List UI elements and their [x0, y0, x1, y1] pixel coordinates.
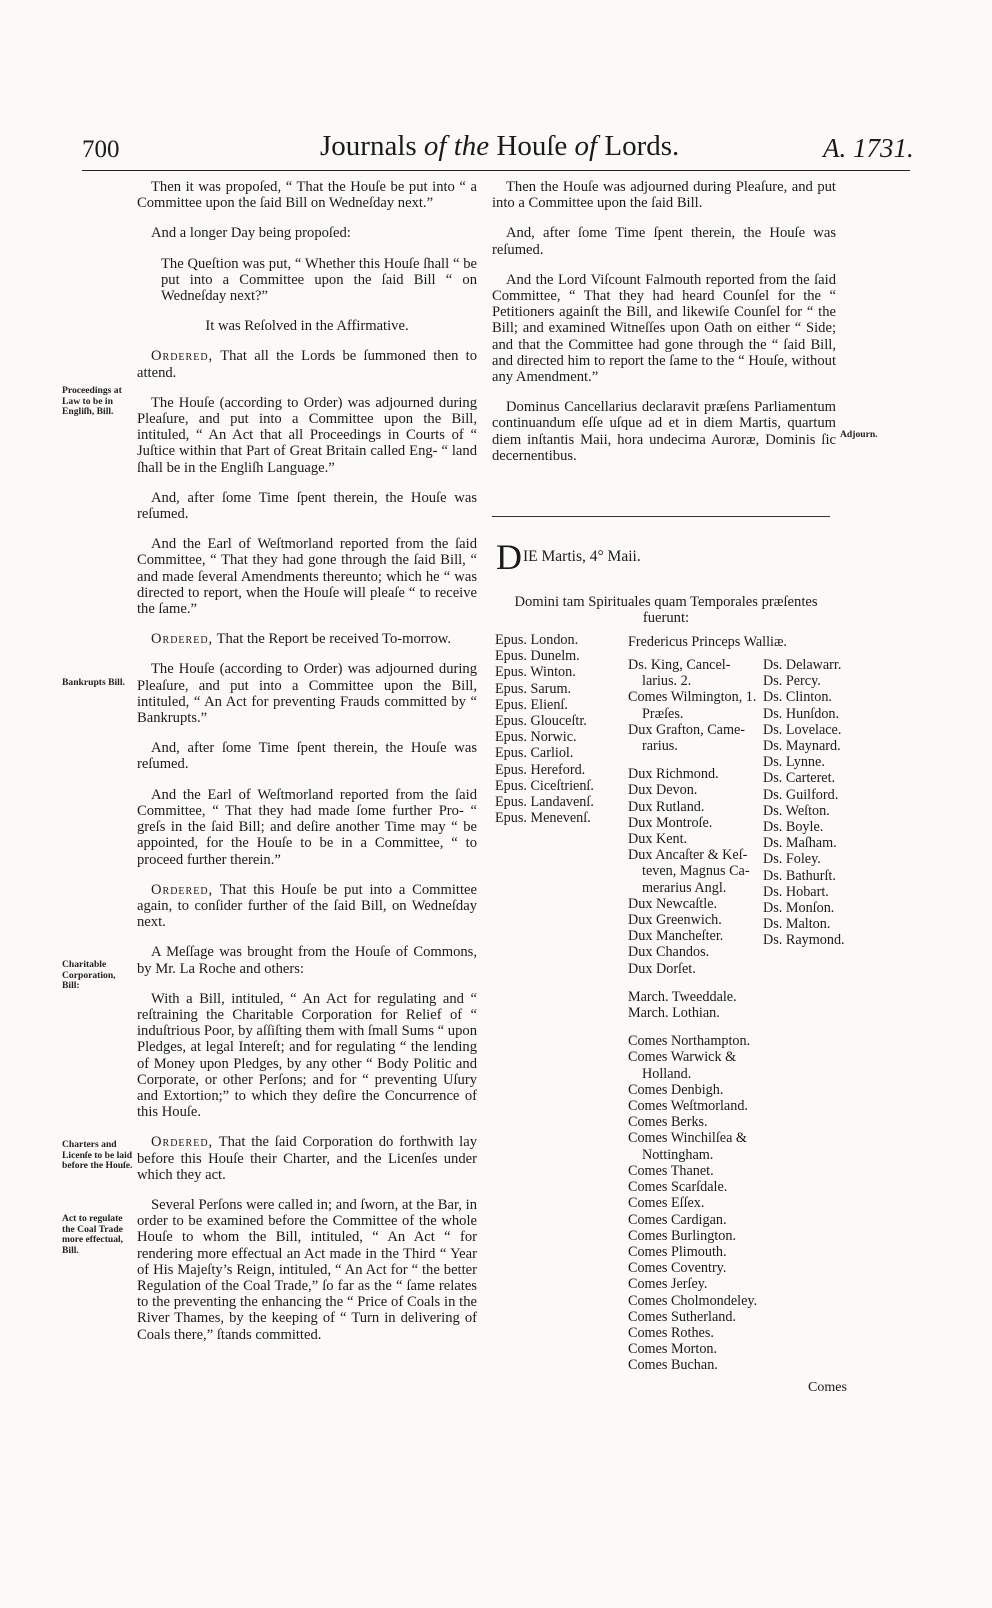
list-item: Ds. Lynne. [763, 754, 825, 771]
list-item: Præſes. [642, 705, 684, 722]
day-heading: DIE Martis, 4° Maii. [496, 537, 641, 577]
list-item: Ds. King, Cancel- [628, 657, 731, 673]
list-item: Epus. Glouceſtr. [495, 713, 587, 730]
list-item: Ds. Lovelace. [763, 721, 842, 738]
list-item: Dux Rutland. [628, 798, 705, 815]
page-title: Journals of the Houſe of Lords. [320, 130, 680, 162]
list-item: rarius. [642, 738, 678, 755]
page-number: 700 [82, 136, 120, 163]
list-item: Ds. Malton. [763, 916, 831, 933]
list-item: Comes Burlington. [628, 1227, 736, 1244]
list-item: Epus. Ciceſtrienſ. [495, 777, 594, 794]
paragraph: The Houſe (according to Order) was adjourned during Pleaſure, and put into a Committee upon the Bill, intituled, “ An Act that all Proceedings in Courts of “ Juſtice within that Part of Great Britain called Eng- “ land ſhall be in the Engliſh Language.” [137, 394, 477, 476]
list-item: Comes Scarſdale. [628, 1179, 728, 1196]
list-item: Dux Grafton, Came- [628, 721, 746, 738]
list-item: Nottingham. [642, 1146, 714, 1163]
list-item: Epus. London. [495, 632, 579, 648]
list-item: Comes Morton. [628, 1341, 718, 1358]
list-item: Comes Jerſey. [628, 1276, 708, 1293]
temporal-lords-list [628, 657, 757, 1374]
paragraph: And, after ſome Time ſpent therein, the Houſe was reſumed. [137, 489, 477, 523]
list-item: Comes Denbigh. [628, 1081, 724, 1098]
list-item: Dux Montroſe. [628, 814, 713, 831]
barons-list [763, 657, 845, 949]
list-item: Comes Winchilſea & [628, 1130, 747, 1147]
list-item: Epus. Winton. [495, 664, 576, 681]
list-item: Comes Warwick & [628, 1049, 737, 1066]
left-column [137, 179, 477, 1357]
bishops-list [495, 632, 594, 826]
margin-note: Charters and Licenſe to be laid before the Houſe. [62, 1139, 133, 1171]
margin-note: Proceedings at Law to be in Engliſh, Bill. [62, 385, 122, 417]
attendance-heading: Domini tam Spirituales quam Temporales præſentes fuerunt: [514, 594, 818, 626]
list-item: Ds. Boyle. [763, 819, 824, 836]
list-item: Dux Dorſet. [628, 960, 696, 977]
header-rule [82, 170, 910, 171]
list-item: Comes Sutherland. [628, 1308, 736, 1325]
list-item: Ds. Raymond. [763, 932, 845, 949]
list-item: Ds. Bathurſt. [763, 867, 836, 884]
list-item: Dux Newcaſtle. [628, 895, 718, 912]
paragraph-resolved: It was Reſolved in the Affirmative. [205, 318, 409, 335]
paragraph: Several Perſons were called in; and ſworn, at the Bar, in order to be examined before the Committee of the whole Houſe to whom the Bill, intituled, “ An Act “ for rendering more effectual an Act made in the Third “ Year of His Majeſty’s Reign, intituled, “ An Act for “ the better Regulation of the Coal Trade,” ſo far as the “ ſame relates to the preventing the enhancing the “ Price of Coals in the River Thames, by the keeping of “ Turn in delivering of Coals there,” ſtands committed. [137, 1196, 477, 1343]
list-item: Epus. Menevenſ. [495, 810, 591, 827]
list-item: Ds. Maynard. [763, 738, 841, 755]
section-rule [492, 516, 830, 517]
paragraph: And, after ſome Time ſpent therein, the Houſe was reſumed. [492, 225, 836, 258]
paragraph: Then the Houſe was adjourned during Pleaſure, and put into a Committee upon the ſaid Bill. [492, 179, 836, 212]
list-item: Dux Ancaſter & Keſ- [628, 847, 748, 864]
list-item: Dux Chandos. [628, 944, 710, 961]
list-item: Ds. Guilford. [763, 786, 839, 803]
list-item: Comes Northampton. [628, 1033, 751, 1050]
paragraph: And the Earl of Weſtmorland reported from the ſaid Committee, “ That they had made ſome further Pro- “ greſs in the ſaid Bill; and deſire another Time may “ be appointed, for the Houſe to be in a Committee, “ to proceed further therein.” [137, 786, 477, 868]
list-item: Dux Mancheſter. [628, 928, 724, 945]
list-item: Comes Rothes. [628, 1324, 714, 1341]
list-item: merarius Angl. [642, 879, 727, 896]
margin-note: Charitable Corporation, Bill: [62, 959, 116, 991]
list-item: Ds. Hobart. [763, 883, 829, 900]
list-item: Ds. Carteret. [763, 770, 836, 787]
list-item: Epus. Landavenſ. [495, 794, 594, 811]
list-item: Dux Kent. [628, 831, 688, 848]
list-item: Comes Coventry. [628, 1260, 727, 1277]
page-year: A. 1731. [823, 133, 914, 163]
paragraph: Then it was propoſed, “ That the Houſe be put into “ a Committee upon the ſaid Bill on Wedneſday next.” [137, 179, 477, 212]
paragraph: Dominus Cancellarius declaravit præſens Parliamentum continuandum eſſe uſque ad et in diem Martis, quartum diem inſtantis Maii, hora undecima Auroræ, Dominis ſic decernentibus. [492, 399, 836, 464]
list-item: larius. 2. [642, 673, 692, 690]
list-item: Comes Weſtmorland. [628, 1098, 748, 1115]
list-item: Ds. Monſon. [763, 900, 835, 917]
list-item: Ds. Delawarr. [763, 657, 842, 673]
list-item: Epus. Elienſ. [495, 696, 568, 713]
list-item: Ds. Clinton. [763, 689, 832, 706]
list-item: Epus. Sarum. [495, 680, 572, 697]
list-item: Epus. Carliol. [495, 745, 574, 762]
list-item: Comes Wilmington, 1. [628, 689, 757, 706]
paragraph: And the Lord Viſcount Falmouth reported from the ſaid Committee, “ That they had heard Counſel for the “ Petitioners againſt the Bill, and likewiſe Counſel for “ the Bill; and examined Witneſſes upon Oath on either “ Side; and that the Committee had gone through the “ ſaid Bill, and directed him to report the ſame to the “ Houſe, without any Amendment.” [492, 271, 836, 386]
list-item: Ds. Maſham. [763, 835, 837, 852]
list-item: March. Tweeddale. [628, 988, 737, 1005]
list-item: Comes Plimouth. [628, 1243, 727, 1260]
paragraph: Ordered, That this Houſe be put into a Committee again, to conſider further of the ſaid Bill, on Wedneſday next. [137, 881, 477, 931]
paragraph: Ordered, That all the Lords be ſummoned then to attend. [137, 348, 477, 381]
margin-note: Adjourn. [840, 429, 878, 440]
margin-note: Bankrupts Bill. [62, 677, 125, 688]
list-item: Comes Cholmondeley. [628, 1292, 758, 1309]
list-item: Comes Thanet. [628, 1162, 714, 1179]
paragraph: A Meſſage was brought from the Houſe of Commons, by Mr. La Roche and others: [137, 944, 477, 977]
list-item: Comes Eſſex. [628, 1195, 705, 1212]
paragraph: With a Bill, intituled, “ An Act for regulating and “ reſtraining the Charitable Corporation for Relief of “ induſtrious Poor, by aſſiſting them with ſmall Sums “ upon Pledges, at legal Intereſt; and for regulating “ the lending of Money upon Pledges, by any other “ Body Politic and Corporate, or other Perſons; and for “ preventing Uſury and Extortion;” to which they deſire the Concurrence of this Houſe. [137, 990, 477, 1121]
paragraph: Ordered, That the Report be received To-morrow. [151, 631, 452, 648]
list-item: Ds. Weſton. [763, 802, 830, 819]
paragraph-question: The Queſtion was put, “ Whether this Houſe ſhall “ be put into a Committee upon the ſaid Bill “ on Wedneſday next?” [161, 255, 477, 305]
list-item: Dux Greenwich. [628, 912, 722, 929]
list-item: March. Lothian. [628, 1005, 720, 1022]
margin-note: Act to regulate the Coal Trade more effectual, Bill. [62, 1213, 124, 1256]
list-item: Dux Devon. [628, 782, 698, 799]
list-item: Comes Buchan. [628, 1357, 718, 1374]
prince-entry: Fredericus Princeps Walliæ. [628, 634, 787, 650]
right-column [492, 179, 836, 478]
catchword: Comes [808, 1380, 847, 1395]
list-item: Epus. Dunelm. [495, 648, 580, 665]
paragraph: And a longer Day being propoſed: [151, 225, 351, 242]
list-item: Ds. Foley. [763, 851, 821, 868]
list-item: teven, Magnus Ca- [642, 863, 750, 880]
list-item: Ds. Percy. [763, 673, 821, 690]
list-item: Ds. Hunſdon. [763, 705, 840, 722]
list-item: Epus. Hereford. [495, 761, 586, 778]
list-item: Comes Berks. [628, 1114, 708, 1131]
paragraph: And the Earl of Weſtmorland reported from the ſaid Committee, “ That they had gone through the ſaid Bill, “ and made ſeveral Amendments thereunto; which he “ was directed to report, when the Houſe will pleaſe “ to receive the ſame.” [137, 536, 477, 618]
list-item: Dux Richmond. [628, 766, 719, 783]
list-item: Epus. Norwic. [495, 729, 577, 746]
paragraph: Ordered, That the ſaid Corporation do forthwith lay before this Houſe their Charter, and the Licenſes under which they act. [137, 1134, 477, 1183]
list-item: Holland. [642, 1065, 692, 1082]
paragraph: And, after ſome Time ſpent therein, the Houſe was reſumed. [137, 740, 477, 773]
list-item: Comes Cardigan. [628, 1211, 727, 1228]
paragraph: The Houſe (according to Order) was adjourned during Pleaſure, and put into a Committee upon the Bill, intituled, “ An Act for preventing Frauds committed by “ Bankrupts.” [137, 661, 477, 727]
